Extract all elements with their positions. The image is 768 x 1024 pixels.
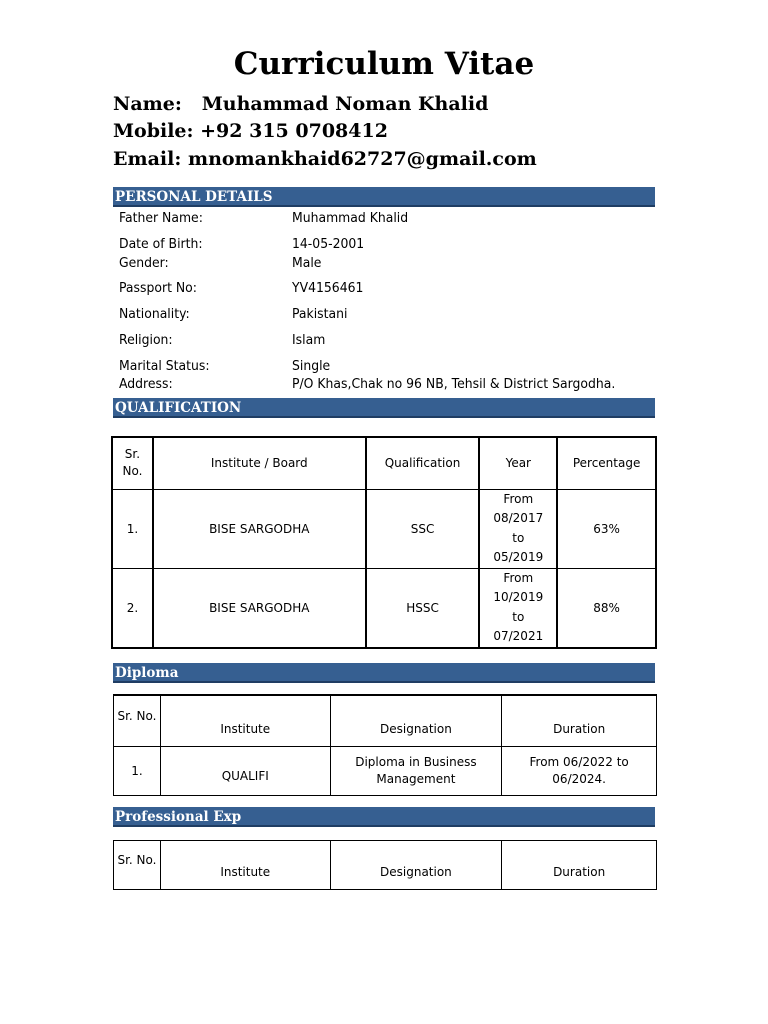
year-to: to [512,609,525,624]
year-end: 07/2021 [493,629,544,643]
email-line: Email: mnomankhaid62727@gmail.com [113,148,537,170]
table-row [112,568,656,648]
sr-no-header: Sr. No. [114,841,161,890]
qualification-heading: QUALIFICATION [113,398,655,418]
institute-board-header: Institute / Board [153,437,366,489]
table-row [112,489,656,568]
institute-cell: BISE SARGODHA [153,489,366,568]
religion-value: Islam [292,332,326,348]
marital-status-label: Marital Status: [119,358,210,374]
nationality-label: Nationality: [119,306,190,322]
gender-value: Male [292,255,322,271]
sr-cell: 1. [112,489,153,568]
diploma-header-row [114,695,657,746]
experience-header-row [114,841,657,890]
year-end: 05/2019 [493,550,544,564]
year-start: 08/2017 [493,511,544,525]
duration-line2: 06/2024. [552,771,606,786]
institute-header: Institute [160,841,330,890]
nationality-value: Pakistani [292,306,348,322]
marital-status-value: Single [292,358,331,374]
gender-label: Gender: [119,255,169,271]
designation-header: Designation [330,841,502,890]
institute-cell: BISE SARGODHA [153,568,366,648]
personal-details-heading: PERSONAL DETAILS [113,187,655,207]
qualification-table [111,436,657,649]
passport-value: YV4156461 [292,280,364,296]
father-name-value: Muhammad Khalid [292,210,409,226]
percentage-cell: 88% [557,568,656,648]
percentage-header: Percentage [557,437,656,489]
year-start: 10/2019 [493,590,544,604]
qualification-cell: HSSC [366,568,480,648]
religion-label: Religion: [119,332,173,348]
diploma-heading: Diploma [113,663,655,683]
diploma-table [113,694,657,796]
dob-value: 14-05-2001 [292,236,365,252]
qualification-cell: SSC [366,489,480,568]
sr-no-header [112,437,153,489]
father-name-label: Father Name: [119,210,203,226]
sr-header-line1: Sr. [124,447,141,462]
duration-cell [502,746,657,795]
duration-line1: From 06/2022 to [529,754,629,769]
institute-header: Institute [160,695,330,746]
year-header: Year [479,437,557,489]
name-line: Name: Muhammad Noman Khalid [113,93,489,115]
sr-no-header: Sr. No. [114,695,161,746]
year-cell [479,568,557,648]
duration-header: Duration [502,841,657,890]
address-label: Address: [119,376,173,392]
mobile-line: Mobile: +92 315 0708412 [113,120,388,142]
designation-header: Designation [330,695,502,746]
year-to: to [512,530,525,545]
professional-exp-heading: Professional Exp [113,807,655,827]
passport-label: Passport No: [119,280,197,296]
cv-title: Curriculum Vitae [233,46,535,82]
qualification-header-row [112,437,656,489]
sr-header-line2: No. [122,464,143,479]
designation-line1: Diploma in Business [355,754,477,769]
designation-cell [330,746,502,795]
designation-line2: Management [376,771,456,786]
table-row [114,746,657,795]
sr-cell: 2. [112,568,153,648]
experience-table [113,840,657,890]
year-cell [479,489,557,568]
sr-cell: 1. [114,746,161,795]
percentage-cell: 63% [557,489,656,568]
qualification-header: Qualification [366,437,480,489]
address-value: P/O Khas,Chak no 96 NB, Tehsil & District Sargodha. [292,376,616,392]
institute-cell: QUALIFI [160,746,330,795]
dob-label: Date of Birth: [119,236,203,252]
duration-header: Duration [502,695,657,746]
year-from: From [503,570,534,585]
year-from: From [503,491,534,506]
